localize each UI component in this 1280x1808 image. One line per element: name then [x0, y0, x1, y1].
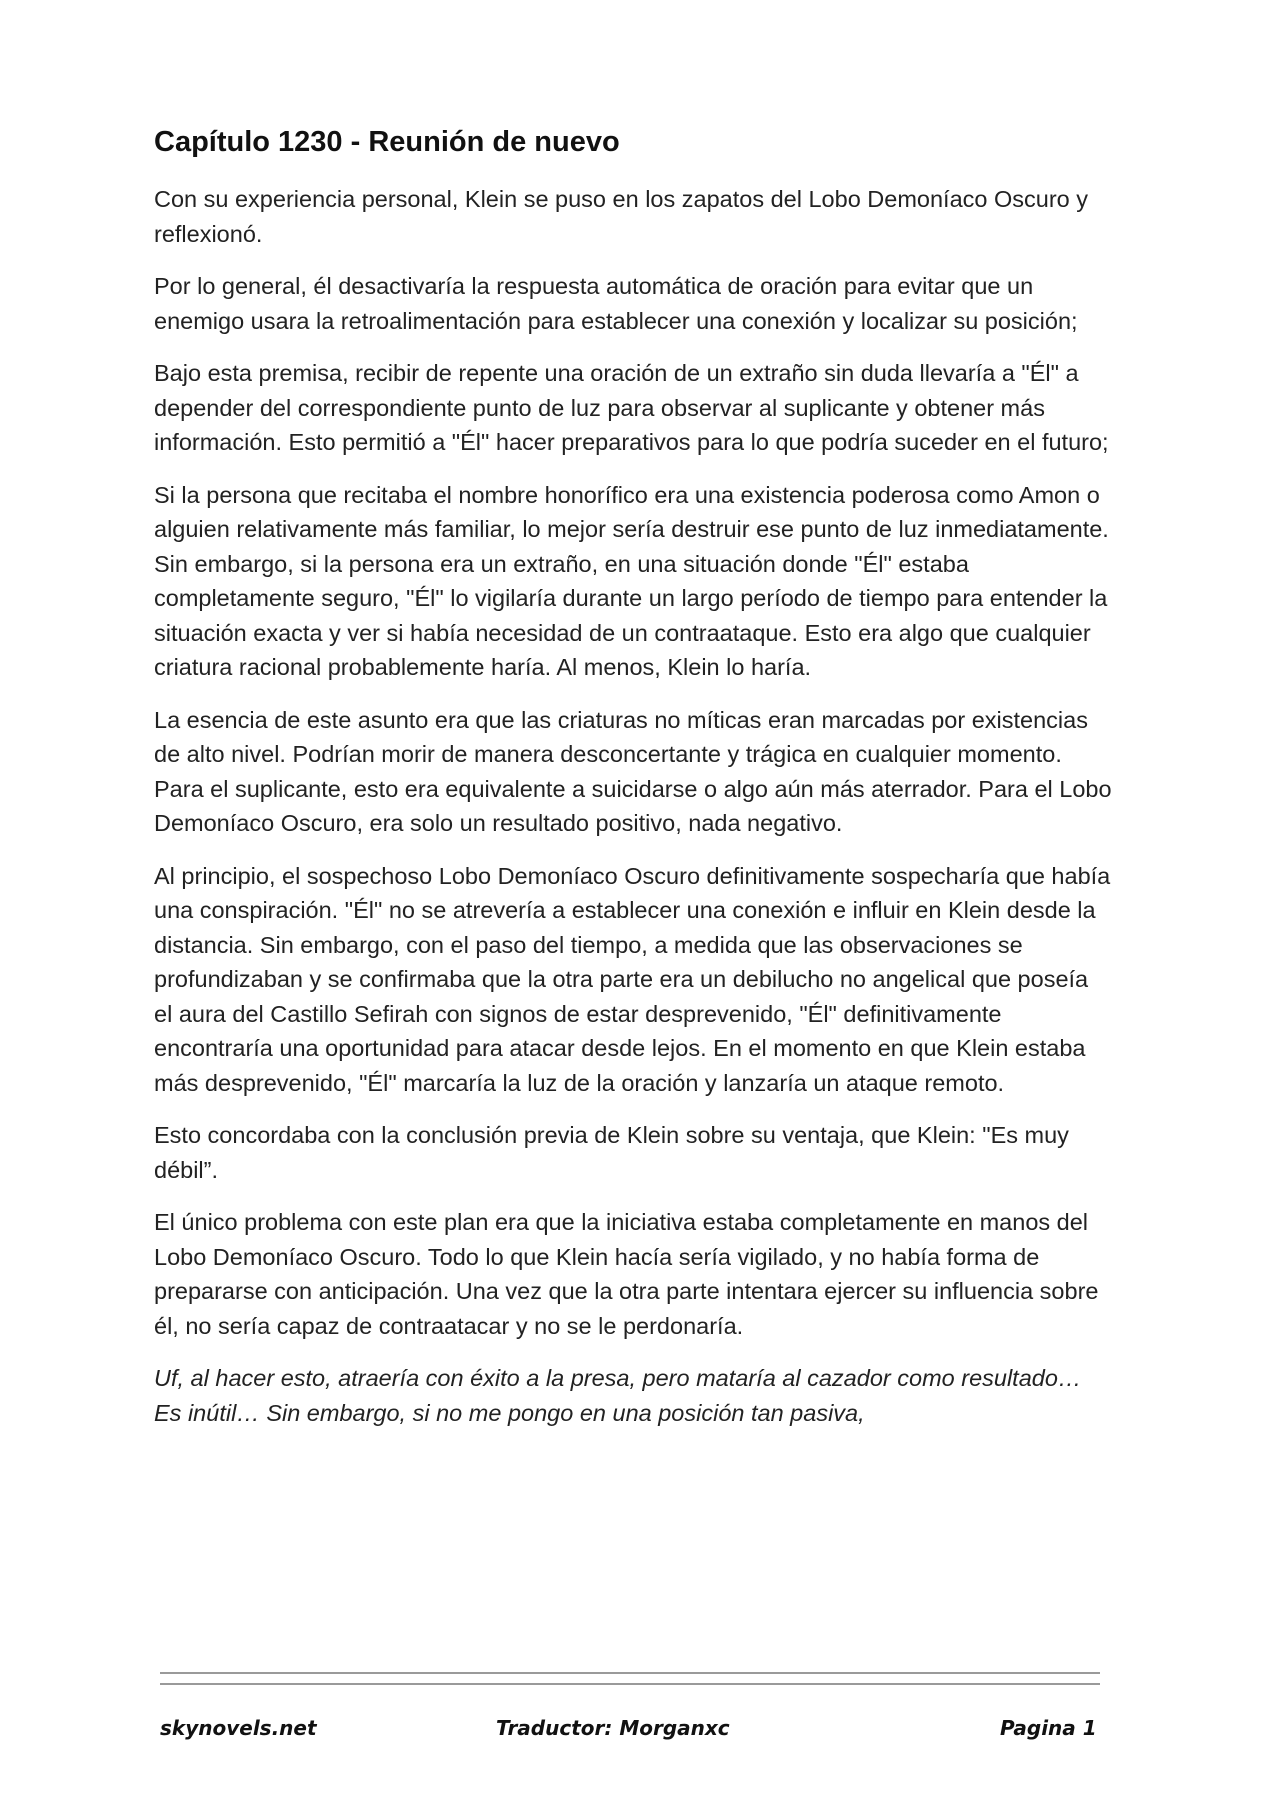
paragraph: El único problema con este plan era que la iniciativa estaba completamente en manos del Lobo Demoníaco Oscuro. Todo lo que Klein hacía sería vigilado, y no había forma de prepararse con anticipación. Una vez que la otra parte intentara ejercer su influencia sobre él, no sería capaz de contraatacar y no se le perdonaría.: [154, 1209, 1099, 1339]
paragraph: Con su experiencia personal, Klein se puso en los zapatos del Lobo Demoníaco Oscuro y reflexionó.: [154, 186, 1089, 247]
footer-divider-top: [160, 1672, 1100, 1674]
chapter-title: Capítulo 1230 - Reunión de nuevo: [154, 126, 620, 158]
footer-page-number: Pagina 1: [1000, 1716, 1097, 1740]
paragraph: Si la persona que recitaba el nombre honorífico era una existencia poderosa como Amon o alguien relativamente más familiar, lo mejor sería destruir ese punto de luz inmediatamente. Sin embargo, si la persona era un extraño, en una situación donde "Él" estaba completamente seguro, "Él" lo vigilaría durante un largo período de tiempo para entender la situación exacta y ver si había necesidad de un contraataque. Esto era algo que cualquier criatura racional probablemente haría. Al menos, Klein lo haría.: [154, 481, 1109, 680]
paragraph: Al principio, el sospechoso Lobo Demoníaco Oscuro definitivamente sospecharía que había una conspiración. "Él" no se atrevería a establecer una conexión e influir en Klein desde la distancia. Sin embargo, con el paso del tiempo, a medida que las observaciones se profundizaban y se confirmaba que la otra parte era un debilucho no angelical que poseía el aura del Castillo Sefirah con signos de estar desprevenido, "Él" definitivamente encontraría una oportunidad para atacar desde lejos. En el momento en que Klein estaba más desprevenido, "Él" marcaría la luz de la oración y lanzaría un ataque remoto.: [154, 862, 1111, 1096]
paragraph: La esencia de este asunto era que las criaturas no míticas eran marcadas por existencias de alto nivel. Podrían morir de manera desconcertante y trágica en cualquier momento. Para el suplicante, esto era equivalente a suicidarse o algo aún más aterrador. Para el Lobo Demoníaco Oscuro, era solo un resultado positivo, nada negativo.: [154, 706, 1112, 836]
paragraph: Esto concordaba con la conclusión previa de Klein sobre su ventaja, que Klein: "Es muy débil”.: [154, 1122, 1069, 1183]
italic-paragraph: Uf, al hacer esto, atraería con éxito a la presa, pero mataría al cazador como resultado… Es inútil… Sin embargo, si no me pongo en una posición tan pasiva,: [154, 1365, 1082, 1426]
paragraph: Por lo general, él desactivaría la respuesta automática de oración para evitar que un enemigo usara la retroalimentación para establecer una conexión y localizar su posición;: [154, 273, 1078, 334]
footer-site: skynovels.net: [160, 1716, 317, 1740]
document-body: [154, 120, 1112, 1448]
paragraph: Bajo esta premisa, recibir de repente una oración de un extraño sin duda llevaría a "Él" a depender del correspondiente punto de luz para observar al suplicante y obtener más información. Esto permitió a "Él" hacer preparativos para lo que podría suceder en el futuro;: [154, 360, 1109, 455]
footer-divider-bottom: [160, 1683, 1100, 1685]
footer-translator: Traductor: Morganxc: [496, 1716, 730, 1740]
